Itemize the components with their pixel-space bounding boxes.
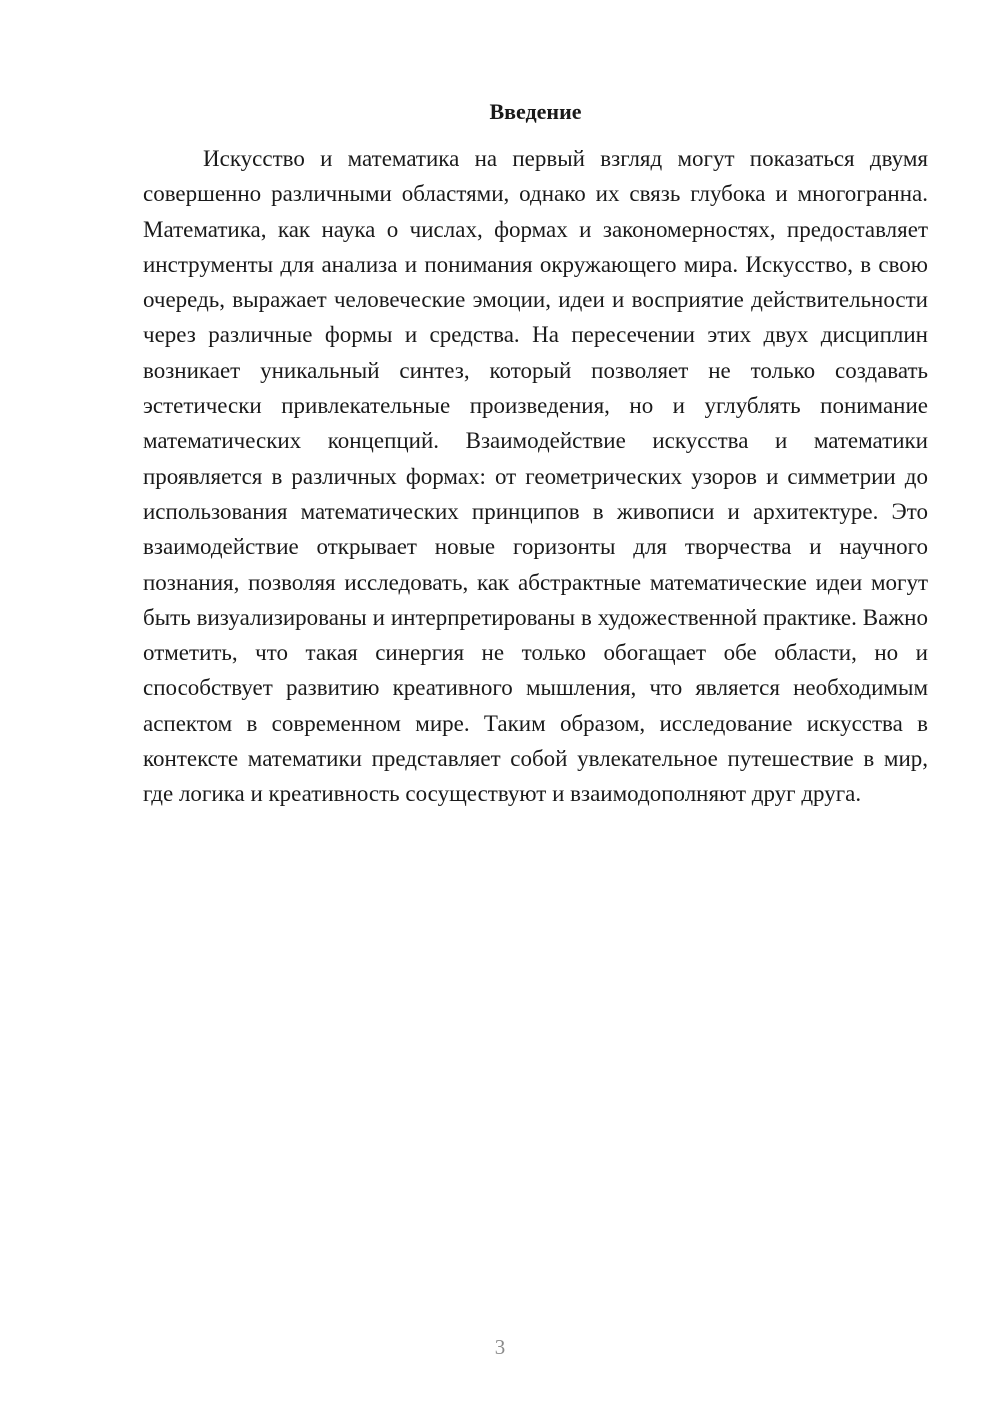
body-paragraph: Искусство и математика на первый взгляд могут показаться двумя совершенно различными областями, однако их связь глубока и многогранна. Математика, как наука о числах, формах и закономерностях, предоставляет инструменты для анализа и понимания окружающего мира. Искусство, в свою очередь, выражает человеческие эмоции, идеи и восприятие действительности через различные формы и средства. На пересечении этих двух дисциплин возникает уникальный синтез, который позволяет не только создавать эстетически привлекательные произведения, но и углублять понимание математических концепций. Взаимодействие искусства и математики проявляется в различных формах: от геометрических узоров и симметрии до использования математических принципов в живописи и архитектуре. Это взаимодействие открывает новые горизонты для творчества и научного познания, позволяя исследовать, как абстрактные математические идеи могут быть визуализированы и интерпретированы в художественной практике. Важно отметить, что такая синергия не только обогащает обе области, но и способствует развитию креативного мышления, что является необходимым аспектом в современном мире. Таким образом, исследование искусства в контексте математики представляет собой увлекательное путешествие в мир, где логика и креативность сосуществуют и взаимодополняют друг друга. [143, 146, 928, 807]
page-number: 3 [494, 1335, 506, 1359]
section-heading: Введение [489, 99, 582, 124]
